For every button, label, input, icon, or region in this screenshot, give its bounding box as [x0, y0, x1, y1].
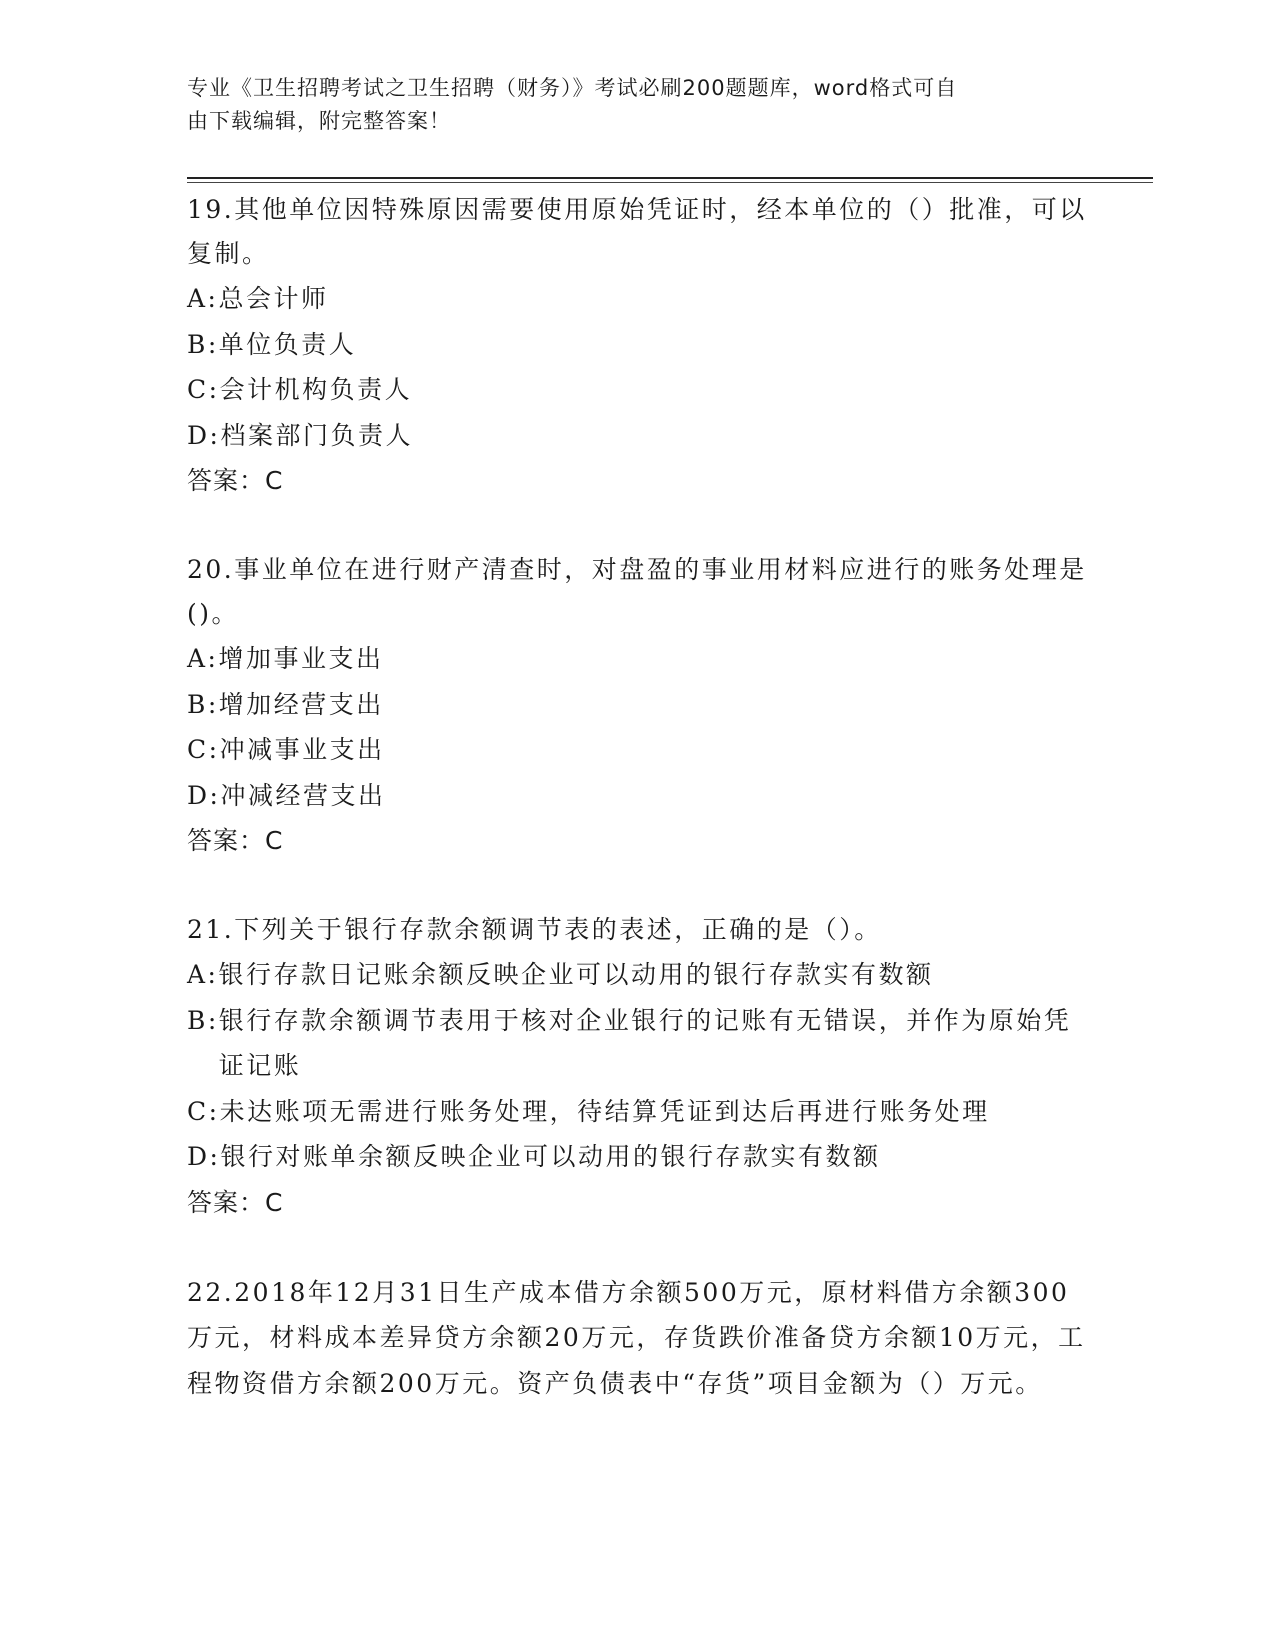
option-letter: C: — [187, 735, 220, 764]
question-stem: 19.其他单位因特殊原因需要使用原始凭证时，经本单位的（）批准，可以复制。 — [187, 195, 1087, 268]
answer-line: 答案：C — [187, 1187, 284, 1217]
option-text: 单位负责人 — [218, 329, 357, 359]
option-text: 增加经营支出 — [218, 689, 384, 719]
option-text: 银行对账单余额反映企业可以动用的银行存款实有数额 — [220, 1142, 881, 1171]
question-list — [187, 188, 1087, 1450]
option-d — [187, 1134, 1087, 1180]
option-b — [187, 682, 1087, 728]
question-21 — [187, 908, 1087, 1226]
document-header — [187, 72, 1067, 138]
question-stem: 22.2018年12月31日生产成本借方余额500万元，原材料借方余额300万元，材料成本差异贷方余额20万元，存货跌价准备贷方余额10万元，工程物资借方余额200万元。资产负债表中“存货”项目金额为（）万元。 — [187, 1277, 1086, 1398]
header-divider-thin — [187, 182, 1153, 183]
option-text: 冲减事业支出 — [219, 735, 385, 764]
option-text: 银行存款日记账余额反映企业可以动用的银行存款实有数额 — [218, 960, 934, 989]
option-letter: C: — [187, 1096, 220, 1126]
option-letter: D: — [187, 780, 221, 810]
option-c — [187, 1089, 1087, 1135]
option-c — [187, 727, 1087, 773]
option-b — [187, 998, 1087, 1089]
option-a — [187, 636, 1087, 682]
option-letter: B: — [187, 689, 219, 719]
question-stem: 21.下列关于银行存款余额调节表的表述，正确的是（）。 — [187, 915, 882, 944]
option-c — [187, 367, 1087, 413]
question-20 — [187, 548, 1087, 864]
option-text: 档案部门负责人 — [220, 420, 413, 450]
answer-line: 答案：C — [187, 826, 284, 855]
option-letter: A: — [187, 644, 219, 673]
option-text: 未达账项无需进行账务处理，待结算凭证到达后再进行账务处理 — [219, 1096, 990, 1126]
option-text: 增加事业支出 — [218, 644, 384, 673]
header-divider-thick — [187, 177, 1153, 179]
option-a — [187, 952, 1087, 998]
option-b — [187, 322, 1087, 368]
question-22 — [187, 1270, 1087, 1407]
option-letter: D: — [187, 1142, 221, 1171]
option-d — [187, 413, 1087, 459]
answer-line: 答案：C — [187, 466, 284, 495]
option-letter: C: — [187, 375, 220, 404]
option-text: 总会计师 — [218, 284, 329, 313]
option-letter: B: — [187, 1005, 219, 1035]
option-text: 冲减经营支出 — [220, 780, 386, 810]
option-letter: A: — [187, 284, 219, 313]
question-stem: 20.事业单位在进行财产清查时，对盘盈的事业用材料应进行的账务处理是()。 — [187, 555, 1087, 628]
question-19 — [187, 188, 1087, 504]
option-letter: A: — [187, 960, 219, 989]
option-text: 银行存款余额调节表用于核对企业银行的记账有无错误，并作为原始凭证记账 — [218, 1005, 1072, 1080]
header-line-2: 由下载编辑，附完整答案！ — [187, 109, 451, 133]
option-d — [187, 773, 1087, 819]
option-a — [187, 276, 1087, 322]
header-line-1: 专业《卫生招聘考试之卫生招聘（财务）》考试必刷200题题库，word格式可自 — [187, 76, 958, 100]
option-letter: B: — [187, 329, 219, 359]
option-text: 会计机构负责人 — [219, 375, 413, 404]
option-letter: D: — [187, 420, 221, 450]
